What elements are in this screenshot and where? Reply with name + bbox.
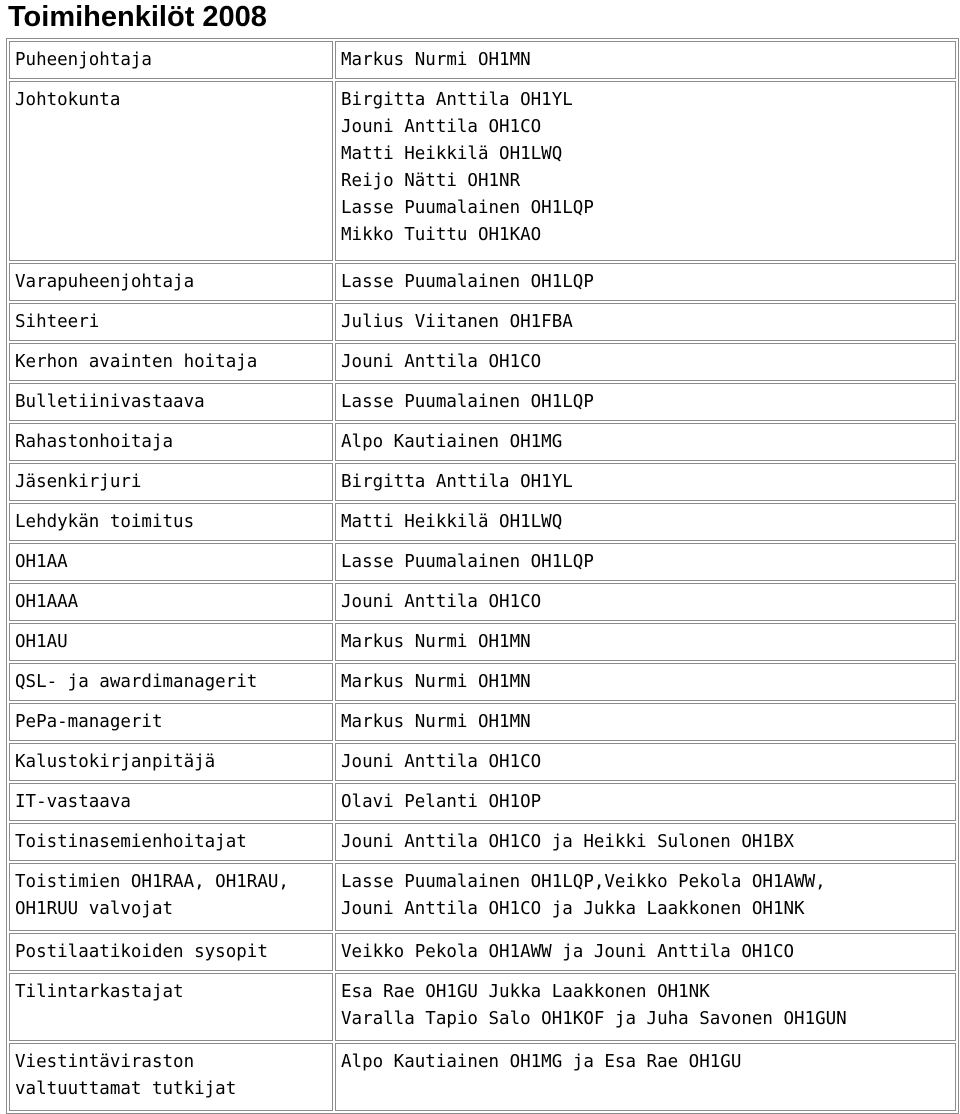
holder-cell — [335, 343, 956, 381]
table-row — [9, 863, 956, 931]
role-cell — [9, 783, 333, 821]
role-cell — [9, 703, 333, 741]
role-cell — [9, 383, 333, 421]
role-label: Lehdykän toimitus — [15, 512, 195, 532]
holder-name: Jouni Anttila OH1CO — [341, 752, 542, 772]
holder-cell — [335, 303, 956, 341]
holder-cell — [335, 933, 956, 971]
role-cell — [9, 743, 333, 781]
role-cell — [9, 823, 333, 861]
holder-name: Veikko Pekola OH1AWW ja Jouni Anttila OH1CO — [341, 942, 795, 962]
role-label: Jäsenkirjuri — [15, 472, 142, 492]
table-row — [9, 743, 956, 781]
holder-cell — [335, 623, 956, 661]
holder-cell — [335, 263, 956, 301]
holder-cell — [335, 423, 956, 461]
role-label: PePa-managerit — [15, 712, 163, 732]
holder-name: Markus Nurmi OH1MN — [341, 672, 531, 692]
holder-name: Jouni Anttila OH1CO — [341, 352, 542, 372]
role-cell — [9, 623, 333, 661]
holder-name: Alpo Kautiainen OH1MG ja Esa Rae OH1GU — [341, 1052, 742, 1072]
table-row — [9, 81, 956, 261]
role-label: Postilaatikoiden sysopit — [15, 942, 268, 962]
table-row — [9, 583, 956, 621]
role-label: Rahastonhoitaja — [15, 432, 174, 452]
table-row — [9, 263, 956, 301]
role-label: OH1AU — [15, 632, 68, 652]
role-label: Viestintäviraston valtuuttamat tutkijat — [15, 1052, 237, 1099]
holder-name: Markus Nurmi OH1MN — [341, 50, 531, 70]
table-row — [9, 343, 956, 381]
holder-name: Esa Rae OH1GU Jukka Laakkonen OH1NK — [341, 982, 710, 1002]
role-label: IT-vastaava — [15, 792, 131, 812]
holder-name: Julius Viitanen OH1FBA — [341, 312, 573, 332]
role-label: Puheenjohtaja — [15, 50, 152, 70]
role-cell — [9, 423, 333, 461]
role-cell — [9, 973, 333, 1041]
table-row — [9, 463, 956, 501]
role-cell — [9, 933, 333, 971]
holder-cell — [335, 583, 956, 621]
holder-cell — [335, 783, 956, 821]
holder-name: Varalla Tapio Salo OH1KOF ja Juha Savonen OH1GUN — [341, 1009, 847, 1029]
role-cell — [9, 463, 333, 501]
holder-cell — [335, 863, 956, 931]
table-row — [9, 973, 956, 1041]
holder-cell — [335, 1043, 956, 1111]
holder-cell — [335, 663, 956, 701]
holder-name: Jouni Anttila OH1CO ja Jukka Laakkonen OH1NK — [341, 899, 805, 919]
holder-cell — [335, 743, 956, 781]
table-row — [9, 933, 956, 971]
holder-name: Markus Nurmi OH1MN — [341, 632, 531, 652]
officials-table-body — [9, 41, 956, 1111]
holder-name: Matti Heikkilä OH1LWQ — [341, 144, 563, 164]
holder-name: Lasse Puumalainen OH1LQP — [341, 392, 594, 412]
table-row — [9, 703, 956, 741]
holder-name: Lasse Puumalainen OH1LQP — [341, 198, 594, 218]
holder-cell — [335, 81, 956, 261]
page-title: Toimihenkilöt 2008 — [8, 1, 267, 33]
holder-name: Alpo Kautiainen OH1MG — [341, 432, 563, 452]
role-cell — [9, 863, 333, 931]
role-label: OH1AA — [15, 552, 68, 572]
holder-name: Mikko Tuittu OH1KAO — [341, 225, 542, 245]
role-label: Kerhon avainten hoitaja — [15, 352, 258, 372]
table-row — [9, 663, 956, 701]
role-cell — [9, 583, 333, 621]
role-cell — [9, 41, 333, 79]
holder-cell — [335, 973, 956, 1041]
role-cell — [9, 303, 333, 341]
role-label: OH1AAA — [15, 592, 79, 612]
holder-cell — [335, 543, 956, 581]
role-label: Toistimien OH1RAA, OH1RAU, OH1RUU valvojat — [15, 872, 289, 919]
holder-name: Markus Nurmi OH1MN — [341, 712, 531, 732]
role-label: Toistinasemienhoitajat — [15, 832, 247, 852]
table-row — [9, 623, 956, 661]
holder-name: Reijo Nätti OH1NR — [341, 171, 521, 191]
role-cell — [9, 343, 333, 381]
role-cell — [9, 263, 333, 301]
holder-name: Jouni Anttila OH1CO — [341, 117, 542, 137]
role-label: QSL- ja awardimanagerit — [15, 672, 258, 692]
role-cell — [9, 543, 333, 581]
role-cell — [9, 663, 333, 701]
holder-name: Jouni Anttila OH1CO ja Heikki Sulonen OH1BX — [341, 832, 795, 852]
holder-name: Lasse Puumalainen OH1LQP — [341, 552, 594, 572]
holder-name: Birgitta Anttila OH1YL — [341, 472, 573, 492]
role-cell — [9, 503, 333, 541]
table-row — [9, 543, 956, 581]
holder-name: Olavi Pelanti OH1OP — [341, 792, 542, 812]
role-label: Sihteeri — [15, 312, 100, 332]
role-label: Johtokunta — [15, 90, 121, 110]
role-cell — [9, 81, 333, 261]
holder-name: Lasse Puumalainen OH1LQP — [341, 272, 594, 292]
holder-name: Lasse Puumalainen OH1LQP,Veikko Pekola OH1AWW, — [341, 872, 826, 892]
table-row — [9, 383, 956, 421]
table-row — [9, 783, 956, 821]
role-cell — [9, 1043, 333, 1111]
role-label: Bulletiinivastaava — [15, 392, 205, 412]
table-row — [9, 503, 956, 541]
holder-cell — [335, 503, 956, 541]
holder-name: Matti Heikkilä OH1LWQ — [341, 512, 563, 532]
holder-cell — [335, 703, 956, 741]
role-label: Tilintarkastajat — [15, 982, 184, 1002]
holder-name: Jouni Anttila OH1CO — [341, 592, 542, 612]
role-label: Kalustokirjanpitäjä — [15, 752, 216, 772]
table-row — [9, 41, 956, 79]
holder-name: Birgitta Anttila OH1YL — [341, 90, 573, 110]
holder-cell — [335, 823, 956, 861]
role-label: Varapuheenjohtaja — [15, 272, 195, 292]
holder-cell — [335, 463, 956, 501]
holder-cell — [335, 41, 956, 79]
table-row — [9, 423, 956, 461]
officials-table — [6, 38, 959, 1114]
table-row — [9, 823, 956, 861]
table-row — [9, 303, 956, 341]
holder-cell — [335, 383, 956, 421]
table-row — [9, 1043, 956, 1111]
